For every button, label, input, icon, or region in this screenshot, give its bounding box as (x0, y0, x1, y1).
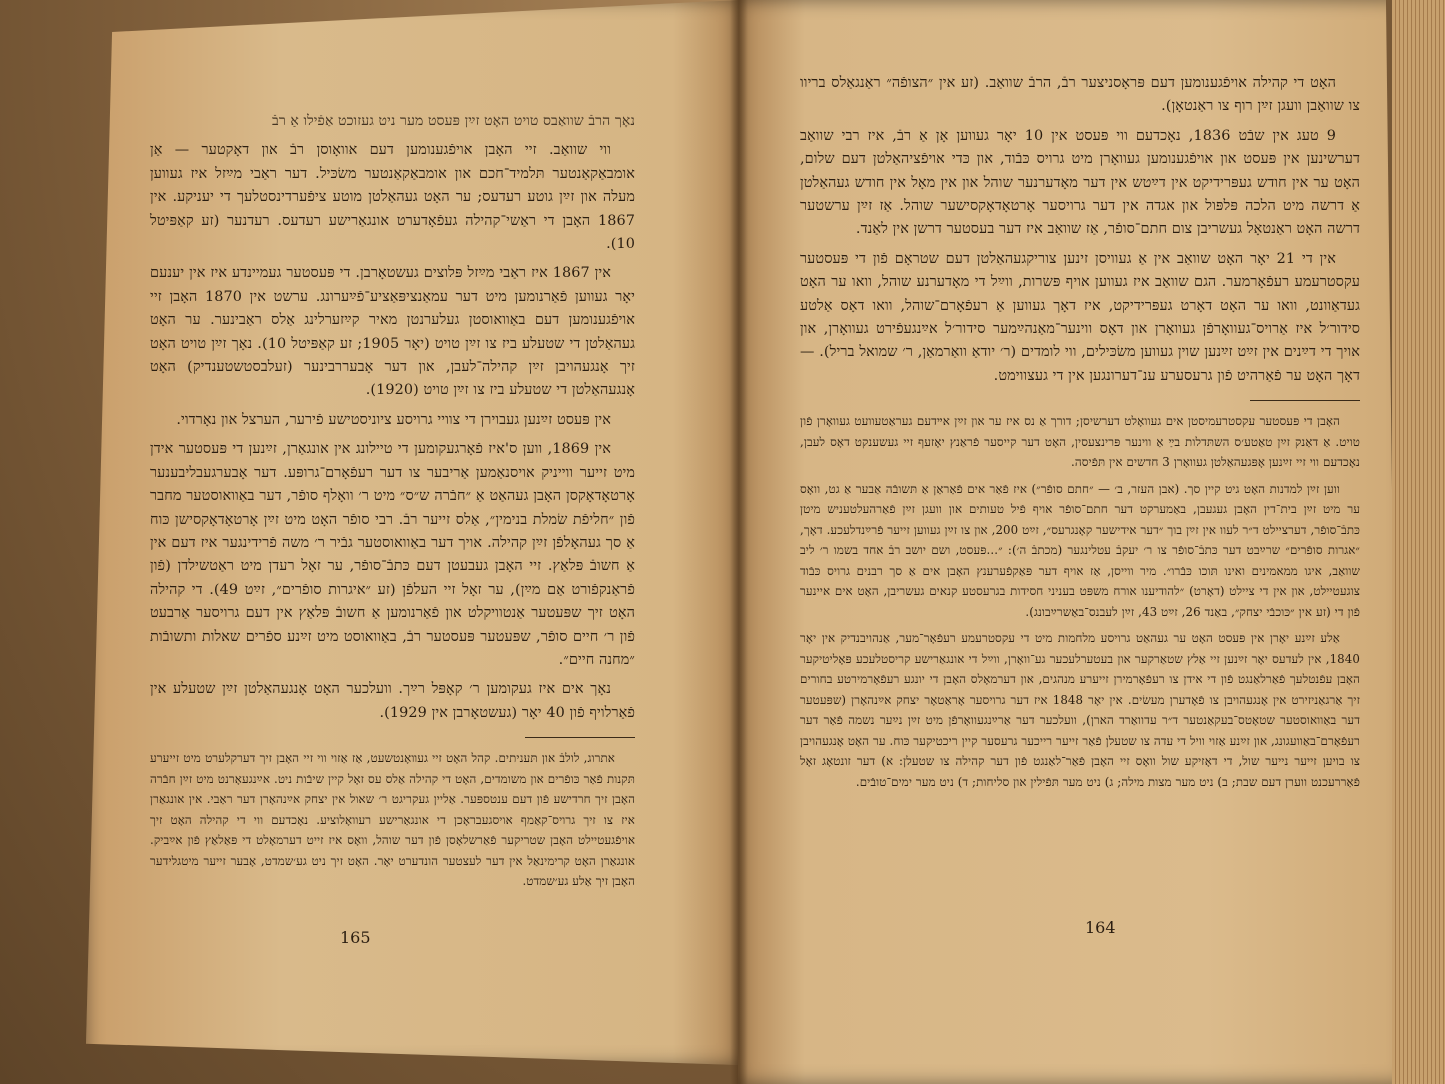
left-paragraph-2: אין 1867 איז ראַבי מײַזל פּלוצים געשטאָרבן. די פּעסטער געמיינדע איז אין יענעם יאָר געווען פֿאַרנומען מיט דער עמאַנציפּאַציע־פֿײַערונג. ערשט אין 1870 האָבן זיי אויפֿגענומען דעם באַוואוסטן געלערנטן מאיר קײַזערלינג אַלס ראַבינער. ער האָט געהאַלטן די שטעלע ביז צו זײַן טויט (יאָר 1905; זע קאַפּיטל 10). נאָך זײַן טויט האָט זיך אָנגעהויבן זײַן קהילה־לעבן, און דער אָבעררבינער (זעלבסטשטענדיק) האָט אָנגעהאַלטן די שטעלע ביז צו זײַן טויט (1920). (150, 265, 636, 399)
footnote-divider (525, 737, 635, 738)
book-spine (730, 0, 748, 1084)
left-footnote: אתרוג, לולבֿ און תּעניתים. קהל האָט זיי געװאָנטשעט, אַז אַזוי ווי זיי האָבן זיך דערקלערט מיט זייערע תּקנות פֿאַר כּופֿרים און משומדים, האָט די קהילה אַלס עס זאָל קיין שיבֿות ניט. אײַנגעאָרנט מיט זײַן חבֿרה האָבן זיך חרדישע פֿון דעם ענטספּער. אַליין געקריגט ר׳ שאול אין יצחק אײַנהאָרן דער ראַבי. אין אונגאַרן איז צו זיך גרויס־קאַמף אויסגעבראָכן די אונגאַרישע רעוואָלוציע. נאָכדעם ווי די קהילה האָט זיך אויפֿגעטיילט האָבן שטריקער פֿאַרשלאָסן פֿון דער שוהל, וואָס איז זייט דערמאָלט די פּאַלאַץ פֿון אײַביק. אונגאַרן האָט קרימינאַל אין דער לעצטער הונדערט יאָר. האָט זיך ניט גע׳שמדט, אָבער זייער מיטגלידער האָבן זיך אַלע גע׳שמדט. (150, 751, 635, 889)
right-paragraph-2: 9 טעג אין שבֿט 1836, נאָכדעם ווי פּעסט אין 10 יאָר געווען אָן אַ רבֿ, איז רבי שוואַב דערשינען אין פּעסט און אויפֿגענומען געוואָרן מיט גרויס כּבֿוד, און כּדי אויפֿציהאַלטן דעם שלום, האָט ער אין חודש געפּרידיקט אין דײַטש אין דער מאָדערנער שוהל און אין מאָל אין חודש געהאַלטן אַ דרשה מיט הלכה פּלפּול און אגדה אין דער גרויסער אָרטאָדאָקסישער שוהל. אַז זײַן ערשטער דרשה האָט ראַנטאָל געשריבן צום חתם־סופֿר, אַז שוואַב איז דער בעסטער דרשן אין לאַנד. (800, 127, 1360, 238)
left-paragraph-4: אין 1869, ווען ס'איז פֿאָרגעקומען די טיילונג אין אונגאַרן, זײַנען די פּעסטער אידן מיט זייער ווייניק אויסנאַמען אַריבער צו דער רעפֿאָרם־גרופּע. דער אָבערגעבליבענער אָרטאָדאָקסן האָבן געהאַט אַ ״חבֿרה ש״ס״ מיט ר׳ וואָלף סופֿר, דער באַוואוסטער מחבר פֿון ״חליפֿת שׂמלת בנימין״, אַלס זייער רבֿ. רבי סופֿר האָט מיט זײַן אָרטאָדאָקסישן כּוח אַ סך געהאָלפֿן זײַן קהילה. אויך דער באַוואוסטער גבֿיר ר׳ משה פֿרידינגער איז דעם אין אַ חשובֿ פּלאַץ. זיי האָבן געבעטן דעם כּתבֿ־סופֿר, ער זאָל רעדן מיט ראַטשילדן (פֿון פֿראַנקפֿורט אַם מײַן), ער זאָל זיי העלפֿן (זע ״איגרות סופֿרים״, זײַט 49). די קהילה האָט זיך שפּעטער אַנטוויקלט און פֿאַרנומען אַ חשובֿ פּלאַץ אין דעם גרויסער אַרבעט פֿון ר׳ חיים סופֿר, שפּעטער פּעסטער רבֿ, באַוואוסט מיט זײַנע ספֿרים שאלות ותשובֿות ״מחנה חיים״. (150, 441, 635, 668)
left-heading: נאָך הרבֿ שוואַבס טויט האָט זײַן פּעסט מער ניט געזוכט אַפֿילו אַ רבֿ (272, 113, 635, 129)
left-page-text (150, 110, 635, 898)
right-footnote-3: אַלע זײַנע יאָרן אין פּעסט האָט ער געהאַט גרויסע מלחמות מיט די עקסטרעמע רעפֿאָר־מער, אַנהויבנדיק אין יאָר 1840, אין לעדעס יאָר זײַנען זיי אַלץ שטאַרקער און בעטערלעכער גע־וואָרן, ווײַל די אונגאַרישע קריסטלעכע פּאָליטיקער האָבן עפֿנטלעך פֿאַרלאַנגט פֿון די אידן צו רעפֿאָרמירן זייערע מנהגים, און דערמאָלס האָבן די יונגע רעפֿאָרמירטע בחורים זיך אַרגאַניזירט אין אָנגעהויבן צו פֿאָדערן מעשׂים. אין יאָר 1848 איז דער גרויסער אָראַטאָר יצחק אײַנהאָרן (שפּעטער דער באַוואוסטער שטאָטס־בעקאַנטער ד״ר עדוואַרד הארן), וועלכער דער אַרײַנגעוואָרפֿן מיט זײַן נײַער נשמה פֿאַר דער רעפֿאָרם־באַוועגונג, און זײַנע אַזוי וויל די עדה צו שטעלן פֿאַר זייער רייכער גרעסער קיין ריכטיקער כּוח. ער האָט אָנגעהויבן צו בויען זייער נייער שול, די דאָזיקע שול וואָס זיי האָבן פֿאַר־לאַנגט פֿון דער קהילה צו שטעלן: א) דער זונטאָג זאָל פֿאַררעכנט ווערן דעם שבת; ב) ניט מער מצות מילה; ג) ניט מער תּפֿילין און סליחות; ד) ניט מער ימים־טובֿים. (800, 631, 1360, 789)
right-page-text (800, 72, 1360, 798)
page-edges (1392, 0, 1445, 1084)
left-paragraph-1: ווי שוואַב. זיי האָבן אויפֿגענומען דעם אוואָוסן רבֿ און דאָקטער — אַן אומבאַקאַנטער תּלמיד־חכם און אומבאַקאַנטער משׂכּיל. דער ראַבי מײַזל איז געווען מעלה און זײַן גוטע רעדעס; ער האָט געהאַלטן מוטע ציפֿערדינסטלעך די יעניקע. אין 1867 האָבן די ראַשי־קהילה געפֿאָדערט אונגאַרישע רעדעס. רעדנער (זע קאַפּיטל 10). (150, 142, 635, 253)
right-footnote-1: האָבן די פּעסטער עקסטרעמיסטן אים געוואָלט דערשיסן; דורך אַ נס איז ער און זײַן אײדעם געראַטעוועט געוואָרן פֿון טויט. אַ דאַנק זײַן טאַטע׳ס השתּדלות בײַ אַ ווינער פּרינצעסין, האָט דער קייסער פֿראַנץ יאָזעף זיי געשענקט דאָס לעבן, נאָכדעם ווי זיי זײַנען אָפּגעהאַלטן געוואָרן 3 חדשים אין תּפֿיסה. (800, 414, 1360, 470)
right-paragraph-3: אין די 21 יאָר האָט שוואַב אין אַ געוויסן זינען צוריקגעהאַלטן דעם שטראָם פֿון די פּעסטער עקסטרעמע רעפֿאָרמער. הגם שוואַב איז געווען אויף פּשרות, ווײַל די מאָדערנע שוהל, וואו ער האָט געדאַוונט, וואו ער האָט דאָרט געפּרידיקט, איז דאָך געווען אַ רעפֿאָרם־שוהל, וואו דאָס אַלטע סידור׳ל איז אַרויס־געוואָרפֿן געוואָרן און דאָס ווינער־מאַנהײַמער סידור׳ל אײַנגעפֿירט געוואָרן, און אויך די דײַנים אין זײַט זײַנען שוין געווען משׂכּילים, ווי לומדים (ר׳ יודאַ וואַרמאַן, ר׳ שמואל בריל). — דאָך האָט ער פֿאַרהיט פֿון גרעסערע ענ־דערונגען אין די געצווימט. (800, 250, 1360, 384)
page-number-left: 165 (340, 928, 371, 947)
footnote-divider (1250, 400, 1360, 401)
left-paragraph-5: נאָך אים איז געקומען ר׳ קאָפּל רײַך. וועלכער האָט אָנגעהאַלטן זײַן שטעלע אין פֿאַרלויף פֿון 40 יאָר (געשטאָרבן אין 1929). (150, 681, 635, 721)
right-paragraph-1: האָט די קהילה אויפֿגענומען דעם פּראָסניצער רבֿ, הרבֿ שוואַב. (זע אין ״הצופֿה״ ראַנגאַלס בריוו צו שוואַבן וועגן זײַן רוף צו ראַנטאָן). (800, 75, 1360, 115)
right-footnote-2: ווען זײַן למדנות האָט גיט קיין סך. (אבן העזר, ב׳ — ״חתם סופֿר״) איז פֿאַר אים פֿאַראַן אַ תּשובֿה אַבער אַ גט, וואָס ער מיט זײַן בית־דין האָבן געגעבן, באַמערקט דער חתם־סופֿר אויף פֿיל טעותים און וועגן זײַן פֿאַרהעלטעניש מיטן כּתבֿ־סופֿר, דערציילט ד״ר לעוו אין זײַן בוך ״דער אידישער קאָנגרעס״, זײַט 200, און צו זײַן געווען זייער פֿרײַנדלעכע. דאָך, ״אגרות סופֿרים״ שרײַבט דער כּתבֿ־סופֿר צו ר׳ יעקבֿ עטלינגער (מכתבֿ ה׳): ״...פּעסט, ושם יושב רבֿ אחד בשמו ר׳ ליב שוואַב, איגו ממאמינים ואינו תּוכו כּבֿרו״. מיר ווייסן, אַז אויף דער פּאַקפֿערענץ האָבן אים אַ סך רבנים גרויס כּבֿוד צוגעטיילט, און אין די ציילט (דאָרט) ״להודיענו אורח משפּט בעניני חסידות בגרעסטע קנאים געשריבן, האָט אים איינער פֿון די (זע אין ״כּוכבֿי יצחק״, באַנד 26, זײַט 43, זײַן לעבנס־באַשרײַבונג). (800, 481, 1360, 619)
page-number-right: 164 (1085, 918, 1116, 937)
left-paragraph-3: אין פּעסט זײַנען געבוירן די צוויי גרויסע ציוניסטישע פֿירער, הערצל און נאָרדוי. (176, 411, 611, 428)
